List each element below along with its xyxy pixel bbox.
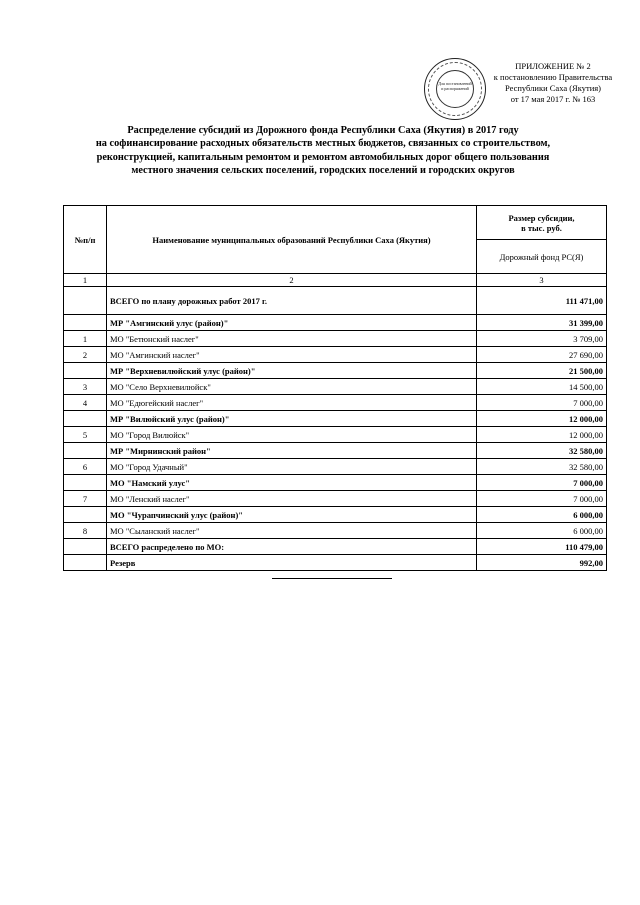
row-amount: 111 471,00 xyxy=(477,287,607,315)
header-amount-sub: Дорожный фонд РС(Я) xyxy=(477,240,607,274)
row-num: 4 xyxy=(64,395,107,411)
table-row xyxy=(64,555,607,571)
official-seal xyxy=(424,58,486,120)
row-num: 7 xyxy=(64,491,107,507)
row-num xyxy=(64,363,107,379)
row-name: МО "Город Вилюйск" xyxy=(107,427,477,443)
document-title xyxy=(60,124,586,178)
header-amount-line2: в тыс. руб. xyxy=(521,222,562,233)
appendix-authority: Республики Саха (Якутия) xyxy=(504,83,601,93)
row-name: ВСЕГО по плану дорожных работ 2017 г. xyxy=(107,287,477,315)
row-name: МР "Верхневилюйский улус (район)" xyxy=(107,363,477,379)
seal-center-text: Для постановлений и распоряжений xyxy=(436,70,474,108)
row-num xyxy=(64,475,107,491)
row-num xyxy=(64,539,107,555)
row-amount: 32 580,00 xyxy=(477,459,607,475)
col-number-2: 2 xyxy=(107,274,477,287)
title-line-3: реконструкцией, капитальным ремонтом и ремонтом автомобильных дорог общего пользования xyxy=(96,151,550,163)
row-num xyxy=(64,507,107,523)
row-name: МО "Бетюнский наслег" xyxy=(107,331,477,347)
table-row xyxy=(64,331,607,347)
row-num: 5 xyxy=(64,427,107,443)
appendix-reference: к постановлению Правительства xyxy=(493,72,613,82)
row-num: 2 xyxy=(64,347,107,363)
header-num: №п/п xyxy=(64,206,107,274)
row-name: МР "Вилюйский улус (район)" xyxy=(107,411,477,427)
row-amount: 14 500,00 xyxy=(477,379,607,395)
table-row xyxy=(64,315,607,331)
row-num: 6 xyxy=(64,459,107,475)
title-line-1: Распределение субсидий из Дорожного фонда Республики Саха (Якутия) в 2017 году xyxy=(127,125,519,136)
row-name: МО "Сыланский наслег" xyxy=(107,523,477,539)
row-name: МО "Чурапчинский улус (район)" xyxy=(107,507,477,523)
row-name: МО "Город Удачный" xyxy=(107,459,477,475)
col-number-3: 3 xyxy=(477,274,607,287)
table-row xyxy=(64,539,607,555)
appendix-date: от 17 мая 2017 г. № 163 xyxy=(510,94,596,104)
table-row xyxy=(64,379,607,395)
row-amount: 7 000,00 xyxy=(477,475,607,491)
table-row xyxy=(64,411,607,427)
closing-rule xyxy=(272,578,392,579)
table-row xyxy=(64,507,607,523)
row-name: Резерв xyxy=(107,555,477,571)
table-row xyxy=(64,523,607,539)
row-amount: 6 000,00 xyxy=(477,523,607,539)
row-num: 1 xyxy=(64,331,107,347)
row-num xyxy=(64,443,107,459)
row-amount: 27 690,00 xyxy=(477,347,607,363)
table-row xyxy=(64,475,607,491)
row-num xyxy=(64,411,107,427)
row-amount: 21 500,00 xyxy=(477,363,607,379)
column-number-row xyxy=(64,274,607,287)
table-row xyxy=(64,427,607,443)
header-name: Наименование муниципальных образований Республики Саха (Якутия) xyxy=(107,206,477,274)
row-amount: 7 000,00 xyxy=(477,395,607,411)
row-num xyxy=(64,287,107,315)
table-row xyxy=(64,443,607,459)
row-name: МО "Село Верхневилюйск" xyxy=(107,379,477,395)
row-num xyxy=(64,555,107,571)
appendix-number: ПРИЛОЖЕНИЕ № 2 xyxy=(515,61,591,71)
header-row xyxy=(64,206,607,240)
row-num: 3 xyxy=(64,379,107,395)
row-amount: 992,00 xyxy=(477,555,607,571)
subsidy-table xyxy=(63,205,607,571)
header-amount xyxy=(477,206,607,240)
title-line-2: на софинансирование расходных обязательств местных бюджетов, связанных со строительством, xyxy=(95,138,551,150)
row-name: МО "Ленский наслег" xyxy=(107,491,477,507)
table-row xyxy=(64,459,607,475)
row-name: МО "Амгинский наслег" xyxy=(107,347,477,363)
header-amount-line1: Размер субсидии, xyxy=(508,212,575,223)
row-name: МО "Едюгейский наслег" xyxy=(107,395,477,411)
row-num xyxy=(64,315,107,331)
row-amount: 31 399,00 xyxy=(477,315,607,331)
row-amount: 6 000,00 xyxy=(477,507,607,523)
table-row xyxy=(64,491,607,507)
row-amount: 12 000,00 xyxy=(477,427,607,443)
row-name: МР "Амгинский улус (район)" xyxy=(107,315,477,331)
row-name: МО "Намский улус" xyxy=(107,475,477,491)
table-row xyxy=(64,347,607,363)
row-amount: 32 580,00 xyxy=(477,443,607,459)
row-amount: 12 000,00 xyxy=(477,411,607,427)
table-row xyxy=(64,363,607,379)
title-line-4: местного значения сельских поселений, городских поселений и городских округов xyxy=(131,165,515,177)
table-row xyxy=(64,287,607,315)
table-row xyxy=(64,395,607,411)
row-name: ВСЕГО распределено по МО: xyxy=(107,539,477,555)
row-num: 8 xyxy=(64,523,107,539)
row-amount: 3 709,00 xyxy=(477,331,607,347)
col-number-1: 1 xyxy=(64,274,107,287)
row-name: МР "Мирнинский район" xyxy=(107,443,477,459)
row-amount: 7 000,00 xyxy=(477,491,607,507)
row-amount: 110 479,00 xyxy=(477,539,607,555)
appendix-block xyxy=(488,61,618,105)
